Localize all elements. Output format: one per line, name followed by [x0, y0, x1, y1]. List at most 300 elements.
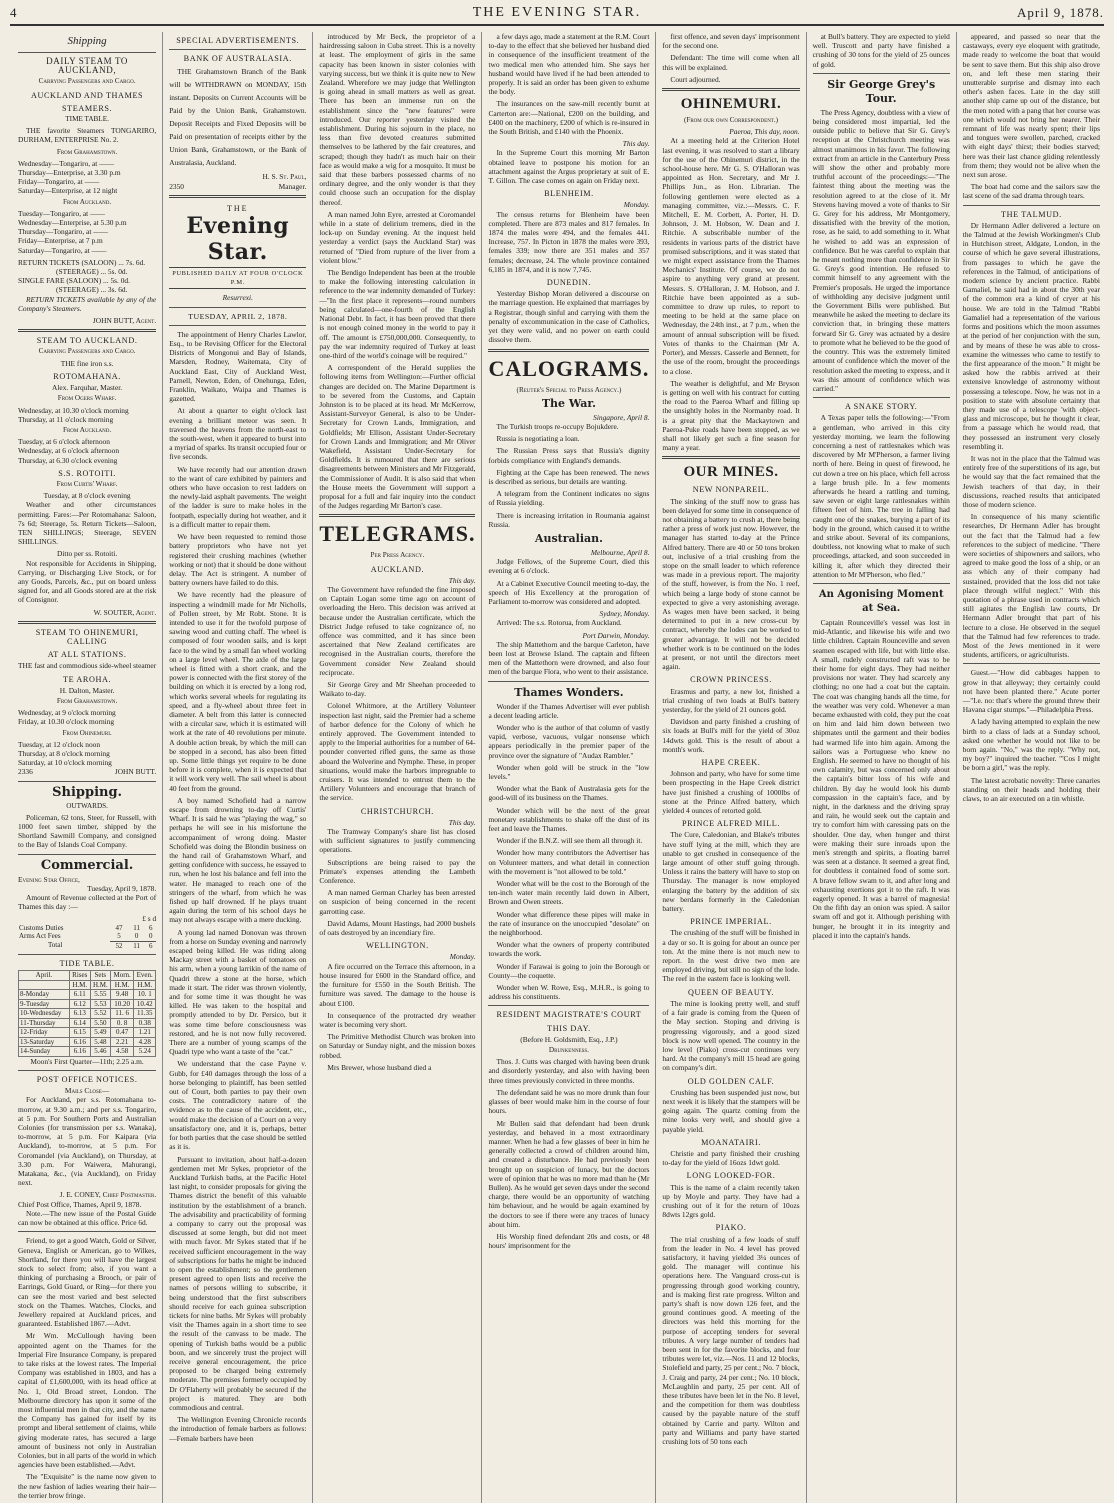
news-paragraph: A correspondent of the Herald supplies the following items from Wellington:—Further official changes are decided on. The Marine Department is to be severed from the Customs, and Captain Johnston is to be placed at its head. Mr McKerrow, Assistant-Surveyor General, is also to be Under-Secretary for Crown Lands, Immigration, and Goldfields; Mr Ellison, Assistant Under-Secretary for Crown Lands and Immigration; and Mr Oliver Wakefield, Assistant Under-Secretary for Goldfields. It is rumoured that there are serious disagreements between Ministers and Mr Fitzgerald, the Commissioner of Audit. It is also said that when the House meets the Government will support a proposal for a full and fair inquiry into the conduct of the Judges regarding Mr Barton's case. — [319, 363, 476, 511]
bank-signature: H. S. St. Paul, — [262, 172, 307, 182]
tide-cell: 14-Sunday — [19, 1047, 70, 1057]
bank-manager: Manager. — [278, 181, 307, 191]
star-office: Evening Star Office, — [18, 874, 80, 884]
news-paragraph: We have been requested to remind those battery proprietors who have not yet registered their crushing machines (whether working or not) that it should be done without delay. The Act is stringent. A number of battery owners have failed to do this. — [169, 532, 307, 588]
mine-heading: QUEEN OF BEAUTY. — [687, 987, 775, 997]
telegram-paragraph: a few days ago, made a statement at the R.M. Court to-day to the effect that she believed her husband died in consequence of the insufficient treatment of the two medical men who attended him. She says her husband would have lived if he had been attended to properly. It is said an order has been given to exhume the body. — [488, 32, 650, 97]
telegram-paragraph: The Tramway Company's share list has closed with sufficient signatures to justify commencing operations. — [319, 827, 476, 855]
cable-paragraph: Russia is negotiating a loan. — [496, 434, 580, 444]
article-paragraph: It was not in the place that the Talmud was entirely free of the superstitions of its age, but he would say that the fact remained that the Jewish teachers of that day, in their discussions, reached results that anticipated those of modern science. — [962, 453, 1100, 509]
cable-paragraph: The Russian Press says that Russia's dignity forbids compliance with England's demands. — [488, 446, 650, 465]
list-item: Wonder if Farawai is going to join the Borough or County—the coquette. — [488, 961, 650, 980]
mine-heading: CROWN PRINCESS. — [690, 675, 772, 685]
steam-to-auckland-heading: STEAM TO AUCKLAND. — [36, 336, 138, 346]
revenue-pounds: 5 — [117, 932, 121, 941]
section-shipping: Shipping — [67, 35, 107, 47]
mine-heading: LONG LOOKED-FOR. — [686, 1171, 776, 1181]
tide-cell: 5.52 — [90, 1009, 110, 1019]
telegram-paragraph: Colonel Whitmore, at the Artillery Volunteer inspection last night, said the Premier had a scheme of harbor defence for the Colony of which he entirely approved. The Government intended to apply to the Imperial authorities for a number of 64-pounder converted rifled guns, the same as those aboard the Wolverine and Nymphe. These, in proper situations, would make the harbors impregnable to cruisers. It was intended to entrust them to the Artillery Volunteers and encourage that branch of the service. — [319, 701, 476, 803]
dateline: Port Darwin, Monday. — [582, 630, 650, 640]
schedule-line: Tuesday—Tongariro, at —— — [18, 208, 105, 218]
bank-footer — [169, 182, 306, 191]
column-2 — [162, 32, 312, 1503]
star-date: Tuesday, April 9, 1878. — [87, 883, 157, 893]
schedule-line: Thursday, at 8 o'clock morning — [18, 749, 110, 758]
mine-heading: OLD GOLDEN CALF. — [687, 1076, 775, 1086]
dateline: Melbourne, April 8. — [590, 547, 650, 557]
divider — [662, 456, 799, 459]
table-header-row — [19, 971, 156, 981]
ohinemuri-steam-heading-2: AT ALL STATIONS. — [47, 650, 127, 660]
nameplate-subtitle: PUBLISHED DAILY AT FOUR O'CLOCK P.M. — [169, 267, 306, 289]
revenue-label: Customs Duties — [19, 923, 64, 932]
news-paragraph: The Bendigo Independent has been at the trouble to make the following interesting calculation in reference to the war indemnity demanded of Turkey:—"In the first place it represents—round numbers being calculated—one-fourth of the English National Debt. In fact, it has been proved that there is not enough coined money in the world to pay it off. The amount is £750,000,000. Consequently, to pay the war indemnity required of Turkey at least one-third of the world's coinage will be required." — [319, 268, 476, 360]
nameplate — [169, 204, 306, 290]
tide-cell: 5.24 — [134, 1047, 156, 1057]
fare-line: (STEERAGE) ... 5s. 0d. — [56, 267, 128, 277]
divider — [18, 781, 156, 782]
table-row — [19, 1037, 156, 1047]
article-paragraph: A Texas paper tells the following:—"From a gentleman, who arrived in this city yesterday morning, we learn the following concerning a nest of rattlesnakes which was discovered by Mr M'Pherson, a farmer living north of here. Being in quest of firewood, he cut down a tree on his place, which fell across a large brush pile. In a few moments afterwards he heard a rattling and turning, saw seven or eight large rattlesnakes within fifteen feet of him. The tree in falling had caught one of the snakes, burying a part of its body in the ground, which caused it to writhe and strike about. Several of its companions, doubtless, not knowing what to make of such proceedings, attacked, and soon succeeded in killing it, after which they directed their attention to Mr M'Pherson, who fled." — [812, 413, 950, 579]
divider — [18, 329, 156, 332]
revenue-shillings: 11 — [133, 923, 140, 932]
schedule-line: Wednesday, at 6 o'clock afternoon — [18, 446, 120, 456]
moon-phase: Moon's First Quarter—11th; 2.25 a.m. — [30, 1056, 144, 1066]
thames-wonders-heading: Thames Wonders. — [514, 685, 624, 699]
tide-cell: 2.21 — [111, 1037, 134, 1047]
te-aroha-name: TE AROHA. — [63, 674, 112, 684]
tide-cell: 6.12 — [69, 999, 90, 1009]
tide-cell: 6.11 — [69, 990, 90, 1000]
column-6 — [806, 32, 956, 1503]
divider — [169, 325, 306, 326]
tide-cell: 9-Tuesday — [19, 999, 70, 1009]
favorite-steamers: THE favorite Steamers TONGARIRO, DURHAM, ENTERPRISE No. 2. — [18, 126, 157, 145]
schedule-line: Thursday, at 6.30 o'clock evening — [18, 455, 118, 465]
revenue-heading: Amount of Revenue collected at the Port of Thames this day :— — [18, 893, 157, 912]
court-paragraph: Mr Bullen said that defendant had been drunk yesterday, and behaved in a most extraordinary manner. When he had a few glasses of beer in him he generally collected a crowd of children around him, and created a disturbance. He had previously been brought up on suspicion of lunacy, but the doctors were of opinion that he was no more mad than he (Mr Bullen). As he would get seven days under the second charge, there would be an opportunity of watching him behaviour, and he would be again examined by the doctors to see if there were any traces of lunacy about him. — [488, 1118, 650, 1229]
court-paragraph: The defendant said he was no more drunk than four glasses of beer would make him in the course of four hours. — [488, 1087, 650, 1116]
motto: Resurrexi. — [222, 293, 253, 303]
mine-paragraph: at Bull's battery. They are expected to yield well. Truscott and party have finished a crushing of 30 tons for the yield of 25 ounces of gold. — [812, 32, 950, 69]
responsibility-notice: Not responsible for Accidents in Shipping, Carrying, or Discharging Live Stock, or for any Goods, Parcels, &c., put on board unless signed for, and all Goods stored are at the risk of Consignor. — [18, 558, 157, 605]
dateline: This day. — [448, 817, 476, 827]
tide-cell: 6.14 — [69, 1018, 90, 1028]
table-row — [19, 990, 156, 1000]
news-paragraph: The appointment of Henry Charles Lawlor, Esq., to be Revising Officer for the Electoral Districts of Mongonui and Bay of Islands, Marsden, Rodney, Waitemata, City of Auckland East, City of Auckland West, Parnell, Newton, Eden, of Onehunga, Eden, Franklin, Waikato, Waipa and Thames is gazetted. — [169, 329, 307, 404]
schedule-line: Friday, at 10.30 o'clock morning — [18, 717, 115, 727]
rm-court-day: THIS DAY. — [547, 1023, 591, 1033]
tide-col-header: Morn. — [111, 971, 134, 981]
tide-cell: 6.13 — [69, 1009, 90, 1019]
bank-heading: BANK OF AUSTRALASIA. — [183, 54, 292, 64]
telegram-paragraph: In consequence of the protracted dry weather water is becoming very short. — [319, 1010, 476, 1029]
news-paragraph: introduced by Mr Beck, the proprietor of a hairdressing saloon in Cuba street. This is a novelty at least. The employment of girls in the same capacity has been known in sister colonies with varying success, but we think it is quite new to New Zealand. Wherefore we may judge that Wellington is going ahead in small matters as well as great. There has been an immense run on the establishment since the "new features" were introduced. Our reporter yesterday visited the establishment. During his sojourn in the place, no less than five devoted creatures submitted themselves to be lathered by the fair creatures, and scraped; though they hadn't as much hair on their face as would make a wig for a mosquito. It must be said that these barbers possessed charms of no ordinary degree, and the only wonder is that they could choose such an occupation for the display thereof. — [319, 32, 476, 207]
dateline: Monday. — [449, 952, 476, 962]
revenue-pounds: 47 — [115, 923, 123, 932]
schedule-line: Friday—Tongariro, at —— — [18, 177, 100, 187]
list-item: Wonder what the Bank of Australasia gets for the good-will of its business on the Thames. — [488, 784, 650, 803]
telegram-paragraph: A fire occurred on the Terrace this afternoon, in a house insured for £600 in the Standard office, and the furniture for £550 in the South British. The furniture was saved. The damage to the house is about £100. — [319, 961, 476, 1008]
article-paragraph: A lady having attempted to explain the new birth to a class of lads at a Sunday school, asked one whether he would not like to be born again. "No," was the reply. "Why not, my boy?" inquired the teacher. "'Cos I might be born a girl," was the reply. — [962, 717, 1100, 773]
tide-cell: 5.53 — [90, 999, 110, 1009]
agent-signature: JOHN BUTT. — [114, 767, 157, 777]
from-auckland: From Auckland. — [62, 197, 112, 206]
ohinemuri-fast: THE fast and commodious side-wheel steamer — [18, 661, 157, 671]
correspondent-line: (From our own Correspondent.) — [683, 116, 779, 125]
revenue-shillings: 11 — [128, 941, 145, 950]
mails-close: Mails Close— — [64, 1086, 110, 1096]
fare-line: SINGLE FARE (SALOON) ... 5s. 0d. — [18, 276, 130, 286]
dateline: Singapore, April 8. — [593, 412, 650, 422]
list-item: Wonder what the owners of property contributed towards the work. — [488, 940, 650, 959]
tide-cell: 0. 8 — [111, 1018, 134, 1028]
section-commercial: Commercial. — [40, 857, 134, 873]
news-paragraph: We understand that the case Payne v. Gubb, for £40 damages through the loss of a horse belonging to plaintiff, has been settled out of Court, both parties to pay their own costs. The contradictory nature of the evidence as to the cause of the accident, etc., would make the decision of a Court on a very unsatisfactory one, and it is, perhaps, better for both parties that the case should be settled as it is. — [169, 1059, 307, 1152]
schedule-line: Friday—Enterprise, at 7 p.m — [18, 236, 103, 246]
divider — [813, 397, 950, 398]
christchurch-heading: CHRISTCHURCH. — [360, 806, 434, 816]
divider — [18, 621, 156, 624]
tide-cell: 5.46 — [90, 1047, 110, 1057]
list-item: Wonder when W. Rowe, Esq., M.H.R., is going to address his constituents. — [488, 983, 650, 1002]
bank-notice: THE Grahamstown Branch of the Bank will be WITHDRAWN on MONDAY, 15th instant. Deposits on Current Accounts will be Paid by the Union Bank, Grahamstown. Deposit Receipts and Fixed Deposits will be Paid on presentation of receipts either by the Union Bank, Grahamstown, or the Bank of Australasia, Auckland. — [169, 67, 307, 168]
rotomahana-master: Alex. Farquhar, Master. — [52, 383, 123, 393]
table-row — [19, 1009, 156, 1019]
cable-paragraph: Judge Fellows, of the Supreme Court, died this evening at 6 o'clock. — [488, 557, 650, 576]
postal-guide-note: Note.—The new issue of the Postal Guide can now be obtained at this office. Price 6d. — [18, 1208, 157, 1228]
divider — [488, 681, 649, 682]
news-paragraph: A boy named Schofield had a narrow escape from drowning to-day off Curtis' Wharf. It is said he was "playing the wag," so perhaps he will see in his misfortune the accompaniment of wrong doing. Master Schofield was doing the Blondin business on the hand rail of Grahamstown Wharf, and getting confidence with success, he essayed to run, when he lost his balance and fell into the water. He managed to reach one of the stringers of the wharf, from which he was fished up half drowned. If he plays truant again during the term of his school days he may not always escape with a mere ducking. — [169, 795, 307, 925]
tide-cell: 5.55 — [90, 990, 110, 1000]
revenue-pence: 6 — [145, 941, 156, 950]
tide-cell: 10.42 — [134, 999, 156, 1009]
post-office-place: Chief Post Office, Thames, April 9, 1878. — [18, 1199, 142, 1209]
news-paragraph: At about a quarter to eight o'clock last evening a brilliant meteor was seen. It traversed the heavens from the north-east to the south-west, when it appeared to burst into a myriad of sparks. Its transit occupied four or five seconds. — [169, 406, 307, 462]
tide-table-heading: TIDE TABLE. — [59, 959, 115, 969]
dateline: This day. — [448, 575, 476, 585]
dateline: Sydney, Monday. — [599, 609, 650, 619]
cable-paragraph: A telegram from the Continent indicates no signs of Russia yielding. — [488, 489, 650, 508]
rotoiti-line: Tuesday, at 8 o'clock evening — [43, 491, 131, 501]
tide-col-header: April. — [19, 971, 70, 981]
news-paragraph: At a meeting held at the Criterion Hotel last evening, it was resolved to start a library for the use of the Ohinemuri district, in the school-house here. Mr G. S. O'Halloran was appointed as Hon. Secretary, and Mr J. Phillips Jun., as Hon. Librarian. The following gentlemen were elected as a managing committee, viz.:—Messrs. C. F. Mitchell, E. M. Corbett, A. Porter, H. D. Johnson, J. M. Hobson, W. Dean and J. Ritchie. A subscribable number of the residents in various parts of the district have promised subscriptions, and it was stated that we might expect assistance from the Thames Mechanics' Institute. Of course, we do not aspire to anything very grand at present. Messrs. S. O'Halloran, J. M. Hobson, and J. Ritchie have been appointed as a sub-committee to draw up rules, to report to meeting to be held at the same place on Wednesday, the 24th inst., at 7 p.m., when the amount of annual subscription will be fixed. Votes of thanks to the Chairman (Mr A. Porter), and Messrs. Casserle and Bennett, for the use of the room, brought the proceedings to a close. — [662, 136, 800, 376]
agent-signature: W. SOUTER, Agent. — [93, 607, 157, 617]
fine-iron-text: THE fine iron s.s. — [60, 358, 114, 368]
article-paragraph: Dr Hermann Adler delivered a lecture on the Talmud at the Jewish Workingmen's Club in Hutchison street, Aldgate, London, in the course of which he gave several illustrations, from passages to which he gave the references in the Talmud, of anticipations of modern science by ancient practice. Rabbi Gamaliel, he said had in about the 30th year of the common era a kind of cryer at his house. We are told in the Talmud "Rabbi Gamaliel had a representation of the various forms and positions which the moon assumes at the period of her conjunction with the sun, and by means of these he was able to cross-examine the witnesses who came to testify to the first appearance of the moon." It might be asked how the rabbis arrived at their extensive knowledge of astronomy without possessing a telescope. Now, he was not in a position to state with absolute certainty that they made use of a telescope 'with object-glass and microscope, but he thought it clear, from a passage which he would read, that they possessed an instrument very closely resembling it. — [962, 220, 1100, 451]
tide-cell: 6.16 — [69, 1037, 90, 1047]
article-paragraph: Guest.—"How did cabbages happen to grow in that alleyway; they certainly could not have been planted there." Acute porter—"I.e. no: that's where the ground threw their Havana cigar stumps."—Philadelphia Press. — [962, 668, 1100, 715]
revenue-columns: £ s d — [142, 914, 157, 924]
ohinemuri-steam-heading: STEAM TO OHINEMURI, CALLING — [35, 627, 139, 646]
tide-cell: 0.47 — [111, 1028, 134, 1038]
weather-notice: Weather and other circumstances permitting. Fares:—Per Rotomahana: Saloon, 7s 6d; Steerage, 5s. Return Tickets—Saloon, TEN SHILLINGS; Steerage, SEVEN SHILLINGS. — [18, 500, 157, 547]
cable-paragraph: There is increasing irritation in Roumania against Russia. — [488, 510, 650, 529]
issue-date: April 9, 1878. — [1017, 5, 1104, 20]
mine-paragraph: Davidson and party finished a crushing of six loads at Bull's mill for the yield of 30oz 14dwts gold. This is the result of about a month's work. — [662, 717, 800, 754]
revenue-shillings: 0 — [134, 932, 139, 941]
auckland-thames-heading: AUCKLAND AND THAMES — [30, 90, 144, 100]
post-office-text: For Auckland, per s.s. Rotomahana to-morrow, at 9.30 a.m.; and per s.s. Tongariro, at 5 p.m. For Southern Ports and Australian Colonies (for transmission per s.s. Wanaka), to-morrow, at 5 p.m. For Kaipara (via Auckland), to-morrow, at 5 p.m. For Coromandel (via Auckland), on Thursday, at 3.30 p.m. For Waiwera, Mahurangi, Matakana, &c., (via Auckland), on Friday next. — [18, 1095, 157, 1188]
tide-subheader: H.M. — [90, 980, 110, 990]
divider — [813, 583, 950, 584]
table-row — [19, 1028, 156, 1038]
rotomahana-schedule-2 — [18, 437, 156, 465]
court-paragraph: Defendant: The time will come when all this will be explained. — [662, 53, 800, 72]
daily-steam-subheading: Carrying Passengers and Cargo. — [38, 77, 136, 86]
te-aroha-master: H. Dalton, Master. — [59, 685, 115, 695]
list-item: Wonder which will be the next of the great monetary establishments to shake off the dust of its feet and leave the Thames. — [488, 805, 650, 834]
tide-cell: 5.50 — [90, 1018, 110, 1028]
list-item: Wonder how many contributors the Advertiser has on Volunteer matters, and what detail in connection with the movement is "not allowed to be told." — [488, 848, 650, 876]
divider — [813, 73, 950, 74]
post-office-heading: POST OFFICE NOTICES. — [36, 1075, 138, 1085]
fares-note: RETURN TICKETS available by any of the Company's Steamers. — [18, 294, 157, 313]
mine-heading: PIAKO. — [715, 1223, 747, 1233]
mine-paragraph: The sinking of the stuff now to grass has been delayed for some time in consequence of not obtaining a battery to crush at, there being rather a press of work just now. However, the manager has started to-day at the Prince Alfred battery. There are 40 or 50 tons broken out, inclusive of a trial crushing from the stope on the small leader to which reference was made in a previous report. The majority of the stuff, however, is from the No. 1 reef, which being a large body of stone cannot be expected to give a very astonishing average. As wages men have been sacked, it being determined to put in a new cross-cut by contract, whereby the lodes can be worked to greater advantage. It will not be decided whether work is to be continued on the lodes at present, or not until the directors meet again. — [662, 496, 800, 672]
mine-paragraph: Erasmus and party, a new lot, finished a trial crushing of two loads at Bull's battery yesterday, for the yield of 21 ounces gold. — [662, 686, 800, 714]
rm-court-heading: RESIDENT MAGISTRATE'S COURT — [496, 1010, 642, 1020]
column-1 — [12, 32, 162, 1503]
list-item: Wonder if the Thames Advertiser will ever publish a decent leading article. — [488, 701, 650, 720]
telegram-paragraph: Mrs Brewer, whose husband died a — [327, 1062, 432, 1072]
list-item: Wonder what will be the cost to the Borough of the ten-inch water main recently laid down in Albert, Brown and Owen streets. — [488, 879, 650, 907]
column-3 — [312, 32, 481, 1503]
tide-cell: 12-Friday — [19, 1028, 70, 1038]
tide-cell: 11-Thursday — [19, 1018, 70, 1028]
news-paragraph: The Wellington Evening Chronicle records the introduction of female barbers as follows:—Female barbers have been — [169, 1415, 307, 1443]
schedule-line: Thursday—Tongariro, at —— — [18, 227, 108, 237]
advert-watches: Friend, to get a good Watch, Gold or Silver, Geneva, English or American, go to Wilkes, Shortland, for there you will have the largest stock to select from; also, if you want a thinking of purchasing a Brooch, or pair of Earrings, Gold Guard, or Ring—for there you can see the most varied and best selected stock on the Thames. Watches, Clocks, and Jewellery repaired at Auckland prices, and guaranteed. Established 1867.—Advt. — [18, 1236, 157, 1329]
outwards-text: Policeman, 62 tons, Steer, for Russell, with 1000 feet sawn timber, shipped by the Shortland Sawmill Company, and consigned to the Bay of Islands Coal Company. — [18, 812, 157, 850]
court-paragraph: His Worship fined defendant 20s and costs, or 48 hours' imprisonment for the — [488, 1231, 650, 1251]
tide-cell: 8-Monday — [19, 990, 70, 1000]
tide-cell: 0.38 — [134, 1018, 156, 1028]
telegram-paragraph: The census returns for Blenheim have been completed. There are 873 males and 817 females. In 1874 the males were 494, and the females 441. Increase, 757. In Picton in 1878 the males were 393, females 339; now there are 351 males and 357 females; decrease, 24. The whole province contained 6,185 in 1874, and it is now 7,745. — [488, 209, 650, 274]
te-aroha-schedule — [18, 708, 156, 726]
column-7 — [956, 32, 1106, 1503]
divider — [488, 1005, 649, 1006]
court-paragraph: Court adjourned. — [670, 74, 721, 84]
mine-paragraph: Johnson and party, who have for some time been prospecting in the Hape Creek district have just finished a crushing of 1000lbs of stone at the Prince Alfred battery, which yielded 4 ounces of retorted gold. — [662, 769, 800, 816]
telegram-paragraph: The Primitive Methodist Church was broken into on Saturday or Sunday night, and the mission boxes robbed. — [319, 1032, 476, 1060]
divider — [169, 195, 306, 198]
tide-cell: 4.28 — [134, 1037, 156, 1047]
from-grahamstown: From Grahamstown. — [56, 696, 118, 705]
talmud-heading: THE TALMUD. — [1000, 209, 1062, 219]
auckland-schedule — [18, 209, 156, 255]
tide-cell: 9.48 — [111, 990, 134, 1000]
from-ogers-wharf: From Ogers Wharf. — [57, 394, 117, 403]
divider — [963, 663, 1100, 664]
schedule-line: Thursday, at 11 o'clock morning — [18, 414, 114, 424]
tide-cell: 11.35 — [134, 1009, 156, 1019]
calograms-heading: CALOGRAMS. — [488, 355, 650, 381]
divider — [319, 514, 475, 517]
mine-paragraph: Crushing has been suspended just now, but next week it is likely that the stampers will be going again. The quartz coming from the mine looks very well, and should give a payable yield. — [662, 1087, 800, 1134]
divider — [169, 307, 306, 308]
tide-col-header: Sets — [90, 971, 110, 981]
dunedin-heading: DUNEDIN. — [546, 278, 592, 288]
telegram-paragraph: A man named German Charley has been arrested on suspicion of being concerned in the recent garrotting case. — [319, 888, 476, 916]
schedule-line: Saturday—Enterprise, at 12 night — [18, 186, 118, 196]
cable-paragraph: At a Cabinet Executive Council meeting to-day, the speech of His Excellency at the prorogation of Parliament to-morrow was considered and adopted. — [488, 578, 650, 606]
tide-subheader: H.M. — [69, 980, 90, 990]
tide-cell: 6.15 — [69, 1028, 90, 1038]
news-paragraph: We have recently had the pleasure of inspecting a windmill made for Mr Nicholls, of Pollen street, by Mr Robt. Stone. It is intended to use it for the twofold purpose of sawing wood and cutting chaff. The wheel is composed of four wooden sails, and is kept face to the wind by a small fan wheel working on a large level wheel. The axle of the large wheel is fitted with a short crank, and the power is connected with the first storey of the building on which it is erected by a long rod, which works several wheels for regulating its speed, and a fly-wheel about three feet in diameter. A belt from this latter is connected with a circular saw, which it is estimated will work at the rate of 40 revolutions per minute. A double action break, by which the mill can be stopped in a second, has also been fitted up. Some little things yet require to be done before it is complete, when it is expected that it will work very well. The sail wheel is about 40 feet from the ground. — [169, 590, 307, 793]
postmaster: J. E. CONEY, Chief Postmaster. — [59, 1190, 157, 1200]
from-auckland: From Auckland. — [62, 425, 112, 434]
auckland-heading: AUCKLAND. — [370, 564, 425, 574]
schedule-line: Wednesday—Enterprise, at 5.30 p.m — [18, 218, 127, 228]
article-paragraph: Captain Rounceville's vessel was lost in mid-Atlantic, and likewise his wife and two little children. Captain Rounceville and seven seamen escaped with life, but with little else. A small, rudely constructed raft was to be their home for eight days. They had neither provisions nor water. They had scarcely any clothing; no one had a coat but the captain. The coat was changing hands all the time, for the weather was very cold. Whenever a man became exhausted with cold, they put the coat on him and laid him down between two shipmates until the garment and their bodies had warmed life into him again. Among the sailors was a Portuguese who knew no English. He seemed to have no thought of his own calamity, but was concerned only about the captain's bitter loss of his wife and children. By day he would look his dumb compassion in the captain's face, and by night, in the darkness and the driving spray and rain, he would seek out the captain and try to comfort him with caressing pats on the shoulder. One day, when hunger and thirst were making their sure inroads upon the men's strength and spirits, a floating barrel was seen at a distance. It seemed a great find, for doubtless it contained food of some sort. A brave fellow swam to it, and after long and exhausting exertions got it to the raft. It was eagerly opened. It was a barrel of magnesia! On the fifth day an onion was spied. A sailor swam off and got it. Although perishing with hunger, he brought it in its integrity and placed it into the captain's hands. — [812, 617, 950, 940]
ditto-line: Ditto per ss. Rotoiti. — [57, 549, 118, 559]
dateline: Monday. — [623, 200, 650, 210]
rotoiti-name: S.S. ROTOITI. — [58, 468, 116, 478]
snake-story-heading: A SNAKE STORY. — [844, 402, 918, 412]
divider — [963, 205, 1100, 206]
columns — [12, 32, 1106, 1500]
table-row — [18, 941, 156, 950]
cable-paragraph: Fighting at the Cape has been renewed. The news is described as serious, but details are wanting. — [488, 467, 650, 486]
time-table-label: TIME TABLE. — [65, 115, 109, 124]
advert-code: 2336 — [18, 767, 33, 777]
agent-signature: JOHN BUTT, Agent. — [92, 316, 157, 326]
schedule-line: Wednesday, at 10.30 o'clock morning — [18, 405, 129, 415]
dateline: Paeroa, This day, noon. — [729, 127, 800, 137]
press-agency: Per Press Agency. — [370, 551, 425, 560]
tide-cell: 6.16 — [69, 1047, 90, 1057]
auckland-thames-heading-2: STEAMERS. — [61, 103, 113, 113]
tide-cell: 11. 6 — [111, 1009, 134, 1019]
tide-col-header: Even. — [134, 971, 156, 981]
advert-footer — [18, 767, 156, 776]
grahamstown-schedule — [18, 159, 156, 196]
agonising-moment-heading: An Agonising Moment at Sea. — [818, 588, 944, 614]
mine-heading: PRINCE IMPERIAL. — [690, 917, 772, 927]
telegram-paragraph: Subscriptions are being raised to pay the Primate's expenses attending the Lambeth Conference. — [319, 857, 476, 886]
fare-line: (STEERAGE) ... 3s. 6d. — [56, 285, 128, 295]
drunkenness-heading: Drunkenness. — [548, 1046, 589, 1055]
schedule-line: Thursday—Enterprise, at 3.30 p.m — [18, 168, 121, 178]
article-paragraph: appeared, and passed so near that the castaways, every eye eloquent with gratitude, made ready to welcome the boat that would be sent to save them. But this ship also drove on, and left these men staring their unutterable surprise and dismay into each other's ashen faces. Late in the day still another ship came up out of the distance, but the men noted with a pang that her course was one which would not bring her nearer. Their remnant of life was nearly spent; their lips and tongues were swollen, parched, cracked with eight days' thirst; their bodies starved; here was their last chance gliding relentlessly from them; they would not be alive when the next sun arose. — [962, 32, 1100, 180]
from-curtis-wharf: From Curtis' Wharf. — [56, 479, 118, 488]
cable-paragraph: The ship Mattethorn and the barque Carleton, have been lost at Browse Island. The captain and fifteen men of the Mattethorn were drowned, and also four men of the barque Flora, who went to their assistance. — [488, 639, 650, 677]
blenheim-heading: BLENHEIM. — [544, 189, 594, 199]
schedule-line: Wednesday—Tongariro, at —— — [18, 158, 114, 168]
daily-steam-heading: DAILY STEAM TO AUCKLAND, — [46, 56, 129, 76]
tide-subheader: H.M. — [134, 980, 156, 990]
telegram-paragraph: Sir George Grey and Mr Sheehan proceeded to Waikato to-day. — [319, 680, 476, 699]
column-4 — [481, 32, 655, 1503]
list-item: Wonder what difference these pipes will make in the rate of insurance on the unoccupied "desolate" on the neighborhood. — [488, 909, 650, 938]
article-paragraph: The Press Agency, doubtless with a view of being considered most impartial, led the outside public to believe that Sir G. Grey's reception at the Christchurch meeting was almost unanimous in his favor. The following extract from an article in the Canterbury Press will show the other and probably more truthful account of the proceedings:—"The faintest thing about the meeting was the resolution agreed to at the close of it. Mr Stevens having moved a vote of thanks to Sir G. Grey for his address, Mr Montgomery, dissatisfied with the brevity of the motion, rose, as he said, to add something to it. What he wished to add was an expression of confidence. But he was careful to explain that he meant nothing more than confidence in Sir G. Grey's good intention. He refused to commit himself to any agreement with the Premier's proposals. He urged the importance of withholding any decisive judgment until the Government Bills were published. But meanwhile he asked the meeting to declare its conviction that, in bringing these matters forward Sir G. Grey was actuated by a desire to promote what he believed to be the good of the country. This was the extremely limited amount of confidence which the mover of the resolution asked the meeting to express, and it was this amount of confidence which was carried." — [812, 107, 950, 393]
list-item: Wonder who is the author of that column of vastly vapid, verbose, vacuous, vulgar nonsense which appears periodically in the premier paper of the province over the signature of "Audax Rambler." — [488, 722, 650, 760]
schedule-line: Saturday, at 10 o'clock morning — [18, 758, 112, 768]
tide-rows — [19, 990, 156, 1057]
table-row — [19, 1047, 156, 1057]
mine-heading: MOANATAIRI. — [701, 1137, 761, 1147]
telegram-paragraph: In the Supreme Court this morning Mr Barton obtained leave to postpone his motion for an attachment against the Argus proprietary at suit of E. T. Gillon. The case comes on again on Friday next. — [488, 148, 650, 186]
news-paragraph: We have recently had our attention drawn to the want of care exhibited by painters and others who have occasion to rest ladders on the newly-laid asphalt pavements. The weight of the ladder is sure to make holes in the footpath, especially during hot weather, and it is a difficult matter to repair them. — [169, 464, 307, 529]
outwards-label: OUTWARDS. — [66, 801, 108, 810]
mine-paragraph: Christie and party finished their crushing to-day for the yield of 16ozs 1dwt gold. — [662, 1148, 800, 1168]
court-paragraph: Thos. J. Cutts was charged with having been drunk and disorderly yesterday, and also with having been three times previously convicted in three months. — [488, 1057, 650, 1085]
ohinemuri-heading: OHINEMURI. — [680, 96, 782, 113]
revenue-pounds: 52 — [110, 941, 128, 950]
tide-col-header: Rises — [69, 971, 90, 981]
section-shipping-2: Shipping. — [52, 784, 123, 800]
schedule-line: Tuesday, at 12 o'clock noon — [18, 739, 101, 749]
from-grahamstown: From Grahamstown. — [56, 147, 118, 156]
tide-cell: 10. 1 — [134, 990, 156, 1000]
tide-cell: 13-Saturday — [19, 1037, 70, 1047]
special-ads-heading: SPECIAL ADVERTISEMENTS. — [176, 36, 300, 45]
list-item: Wonder when gold will be struck in the "low levels." — [488, 762, 650, 781]
mine-heading: NEW NONPAREIL. — [692, 485, 770, 495]
advert-code: 2350 — [169, 181, 184, 191]
australian-heading: Australian. — [534, 531, 603, 545]
telegram-paragraph: The insurances on the saw-mill recently burnt at Carterton are:—National, £200 on the building, and £400 on the machinery, £200 of which is re-insured in the South British, and £140 with the Phoenix. — [488, 99, 650, 137]
list-item: Wonder if the B.N.Z. will see them all through it. — [496, 836, 643, 846]
rm-court-before: (Before H. Goldsmith, Esq., J.P.) — [520, 1034, 618, 1044]
mine-heading: PRINCE ALFRED MILL. — [681, 819, 781, 829]
divider — [18, 1070, 156, 1071]
revenue-pence: 6 — [148, 923, 153, 932]
tide-cell: 10.20 — [111, 999, 134, 1009]
telegram-paragraph: Yesterday Bishop Moran delivered a discourse on the marriage question. He explained that marriages by a Registrar, though sinful and carrying with them the penalty of excommunication in the case of Catholics, yet they were valid, and no power on earth could dissolve them. — [488, 289, 650, 345]
schedule-line: Saturday—Tongariro, at —— — [18, 245, 107, 255]
article-paragraph: The boat had come and the sailors saw the last scene of the sad drama through tears. — [962, 182, 1100, 201]
wellington-heading: WELLINGTON. — [366, 941, 429, 951]
reuter-line: (Reuter's Special to Press Agency.) — [516, 385, 622, 394]
revenue-label: Arms Act Fees — [19, 932, 61, 941]
mine-paragraph: This is the name of a claim recently taken up by Moyle and party. They have had a crushing out of it for the return of 10ozs 8dwts 12grs gold. — [662, 1182, 800, 1220]
steam-to-auckland-sub: Carrying Passengers and Cargo. — [38, 347, 136, 356]
tide-table — [18, 970, 156, 1057]
page-number: 4 — [10, 5, 18, 20]
our-mines-heading: OUR MINES. — [683, 464, 779, 481]
revenue-total-label: Total — [48, 941, 63, 950]
news-paragraph: The weather is delightful, and Mr Bryson is getting on well with his contract for cutting the road to the Paeroa Wharf and filling up the unsightly holes in the Normanby road. It is a great pity that the Mackaytown and Paeroa-Puke roads have been stopped, as we shall not likely get such a fine season for many a year. — [662, 378, 800, 453]
from-ohinemuri: From Ohinemuri. — [62, 728, 112, 737]
tide-cell: 1.21 — [134, 1028, 156, 1038]
rotomahana-schedule — [18, 406, 156, 424]
tide-cell: 4.58 — [111, 1047, 134, 1057]
mine-heading: HAPE CREEK. — [701, 758, 761, 768]
cable-paragraph: The Turkish troops re-occupy Bojukdere. — [496, 421, 619, 431]
editorial-date: TUESDAY, APRIL 2, 1878. — [188, 311, 288, 321]
column-5 — [655, 32, 805, 1503]
mine-paragraph: The trial crushing of a few loads of stuff from the leader in No. 4 level has proved satisfactory, it having yielded 3¼ ounces of gold. The manager will continue his operations here. The Vanguard cross-cut is progressing through good working country, and is making first rate progress. Wilton and party's shaft is now down 126 feet, and the ground continues good. A meeting of the directors was held this morning for the purpose of accepting tenders for several tributes. A very large number of tenders had been sent in for the favorite blocks, and four tributes were let, viz.—Nos. 11 and 12 blocks, Stolefield and party, 25 per cent.; No. 7 block, J. Craig and party, 24 per cent.; No. 10 block, McLaughlin and party, 25 per cent. All of these tributes have been let in the No. 8 level, and the competition for them was doubtless caused by the payable nature of the stuff obtained by Carrie and party. Wilton and party and Williams and party have started crushing lots of 50 tons each — [662, 1234, 800, 1447]
article-paragraph: The latest acrobatic novelty: Three canaries standing on their heads and holding their claws, to an air executed on a tin whistle. — [962, 775, 1100, 804]
tide-cell: 10-Wednesday — [19, 1009, 70, 1019]
fare-line: RETURN TICKETS (SALOON) ... 7s. 6d. — [18, 257, 146, 267]
telegram-paragraph: The Government have refunded the fine imposed on Captain Logan some time ago on account of overloading the Hero. This decision was arrived at because under the Australian certificate, which the District Judge refused to take cognizance of, no offence was committed, and it has since been ascertained that New Zealand certificates are recognised in the Australian courts, therefore the Government consider New Zealand should reciprocate. — [319, 584, 476, 677]
revenue-pence: 0 — [148, 932, 153, 941]
tide-cell: 5.49 — [90, 1028, 110, 1038]
article-paragraph: In consequence of his many scientific researches, Dr Hermann Adler has brought out the fact that the Talmud had a few references to the subject of medicine. "There were societies of shipowners and sailors, who agreed to make good the loss of a ship, or an ass which any of their company had sustained, provided that the loss did not take place through wilful neglect." With this quotation of a phrase used in contracts which still agitates the English law courts, Dr Hermann Adler brought that part of his lecture to a close. He observed in the sequel that the Talmud had few references to trade. Most of the Jews mentioned in it were students, artificers, or agriculturists. — [962, 512, 1100, 660]
advert-insurance: Mr Wm. McCullough having been appointed agent on the Thames for the Imperial Fire Insurance Company, is prepared to take risks at the lowest rates. The Imperial Company was established in 1803, and has a capital of £1,600,000, with its head office at No. 1, Old Broad street, London. The Melbourne directory has upon it some of the most influential men in that city, and the name the Company has gained for itself by its prompt and liberal settlement of claims, while giving moderate rates, has secured a large amount of business not only in Australian Colonies, but in all parts of the world in which agencies have been established.—Advt. — [18, 1331, 157, 1470]
divider — [488, 349, 649, 352]
divider — [18, 954, 156, 955]
tide-subheader: H.M. — [111, 980, 134, 990]
telegrams-heading: TELEGRAMS. — [319, 521, 476, 547]
nameplate-the: THE — [227, 203, 249, 213]
table-header-row — [19, 980, 156, 990]
cable-paragraph: Arrived: The s.s. Rotorua, from Auckland. — [496, 618, 622, 628]
grey-tour-heading: Sir George Grey's Tour. — [827, 77, 936, 105]
